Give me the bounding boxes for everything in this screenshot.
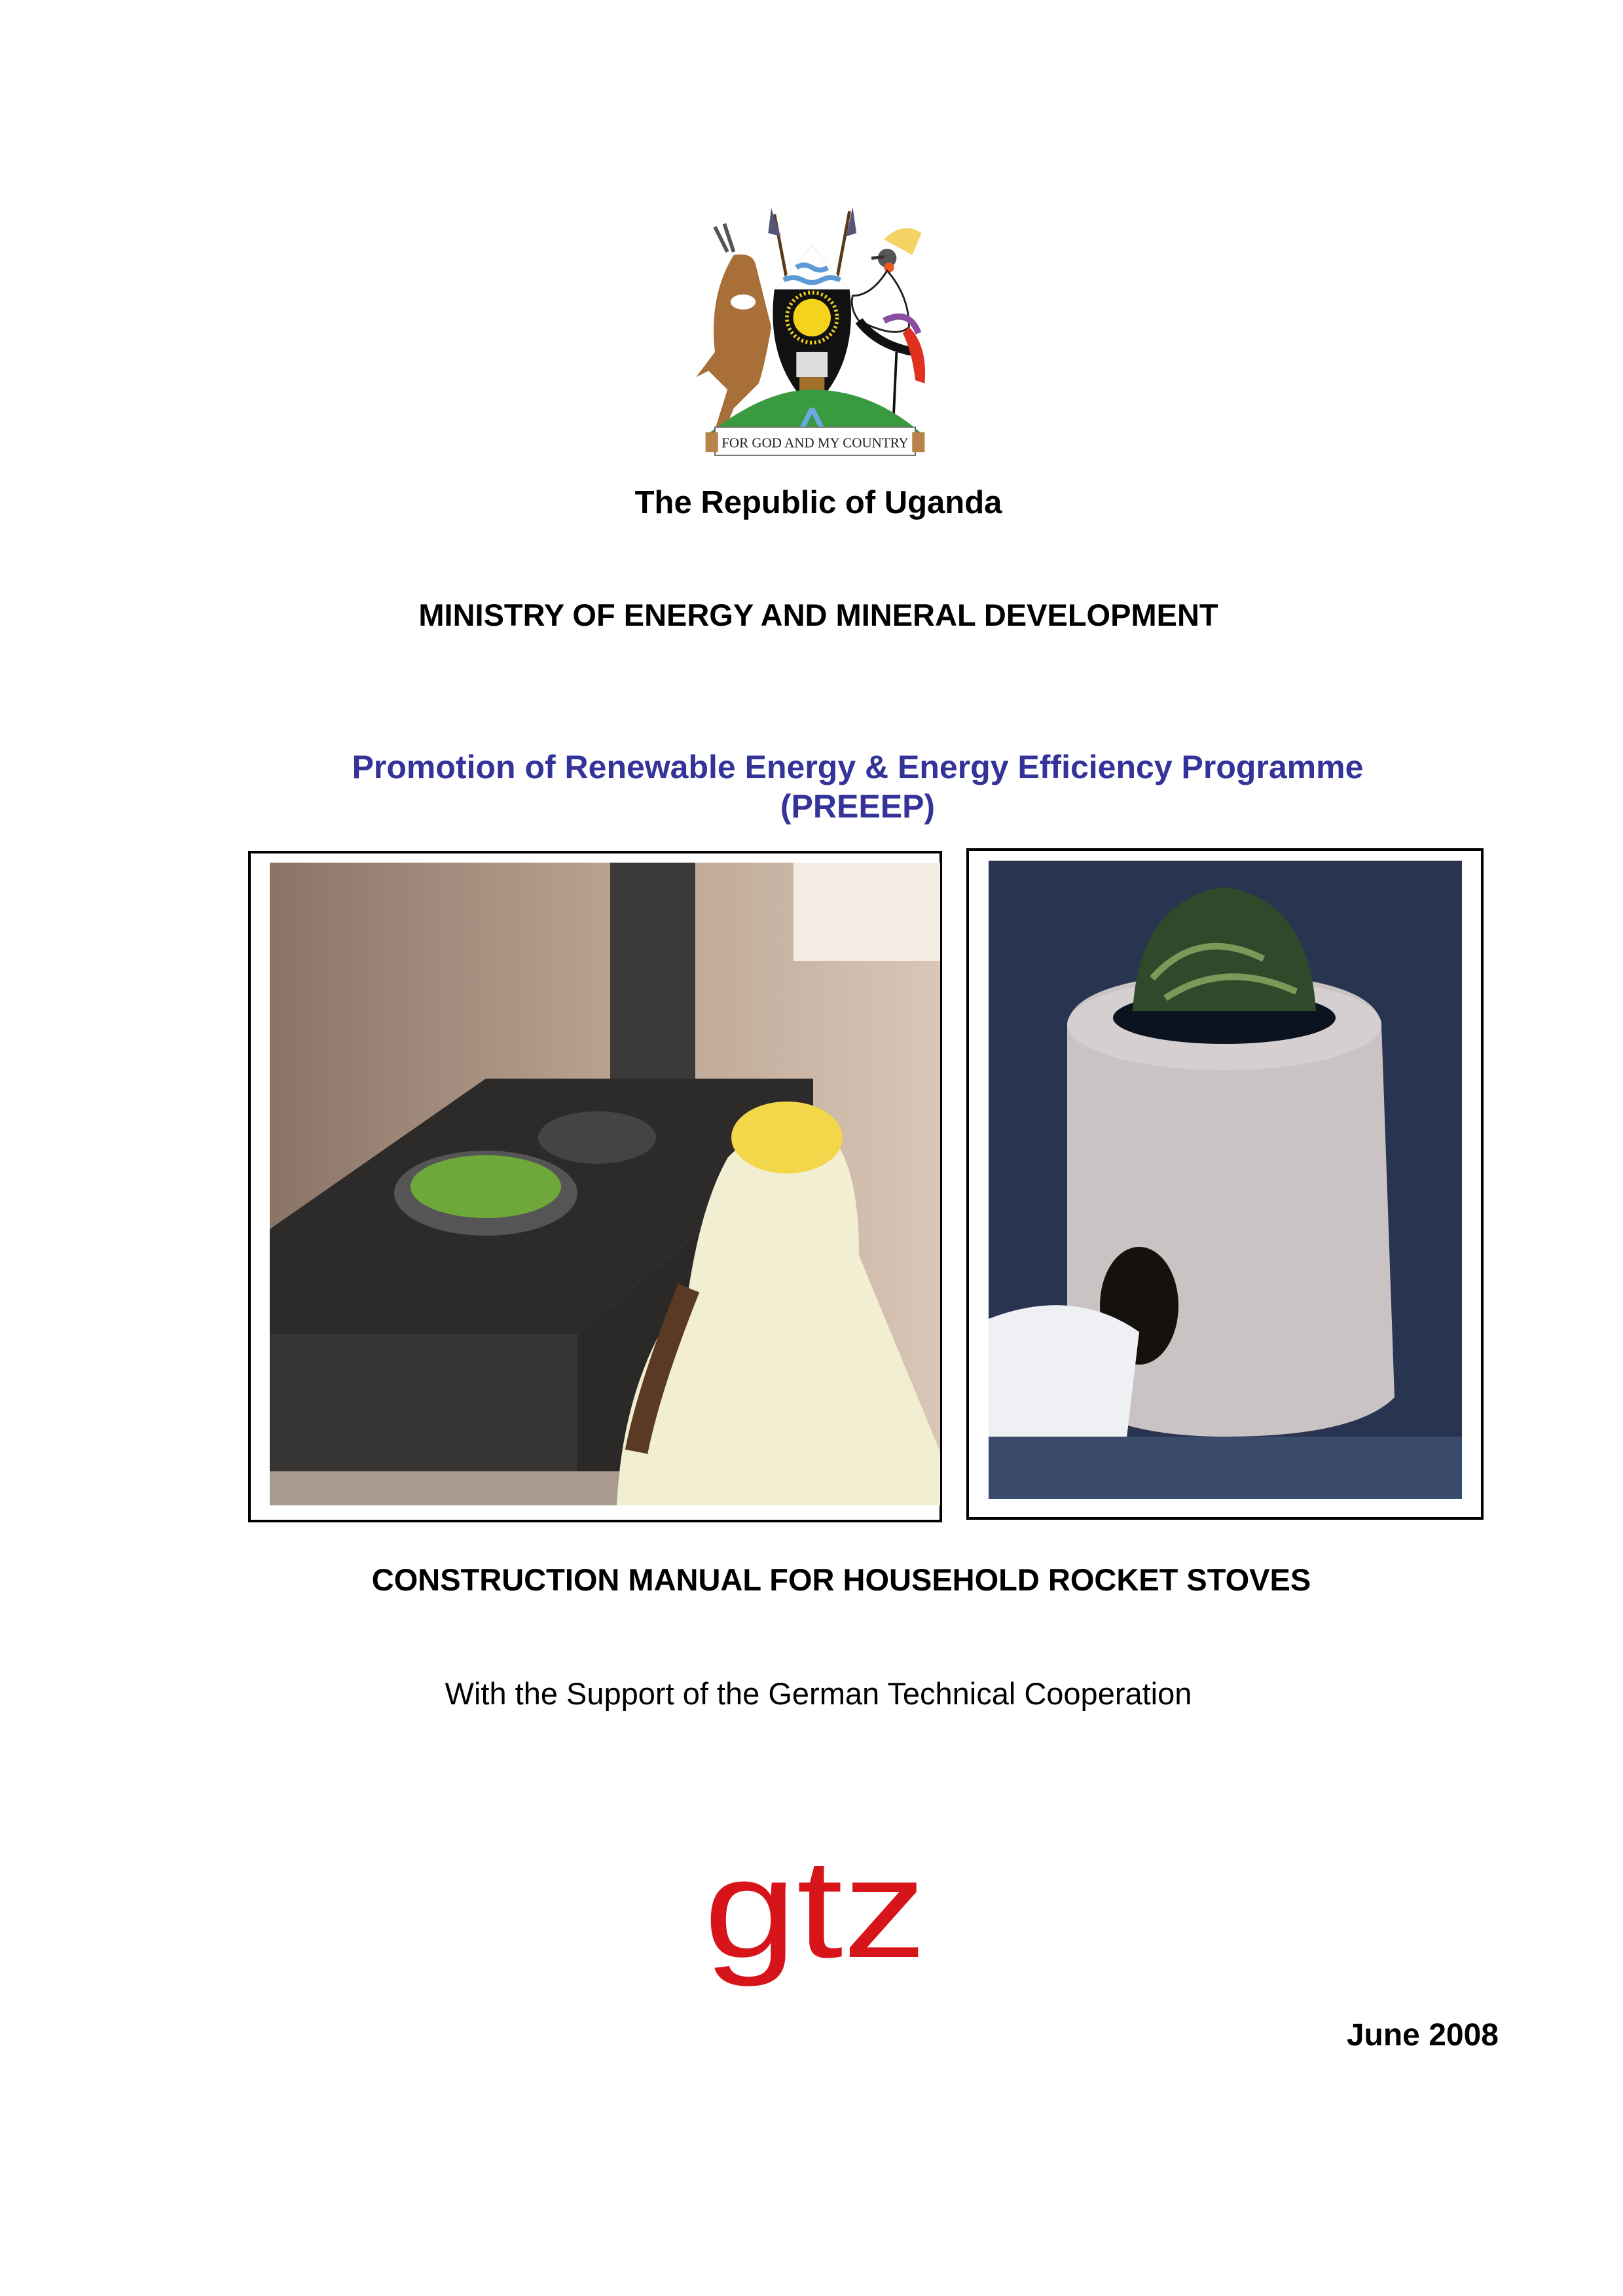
republic-name: The Republic of Uganda xyxy=(634,485,1002,520)
programme-name xyxy=(314,747,1401,826)
photo-rocket-stove xyxy=(989,861,1462,1499)
uganda-coat-of-arms xyxy=(671,199,959,474)
manual-title: CONSTRUCTION MANUAL FOR HOUSEHOLD ROCKET STOVES xyxy=(371,1562,1311,1597)
gtz-logo-text: gtz xyxy=(704,1852,926,1987)
photo-stove-with-chimney xyxy=(270,863,940,1505)
programme-acronym: (PREEEP) xyxy=(780,788,936,825)
support-statement: With the Support of the German Technical Cooperation xyxy=(445,1676,1192,1711)
ministry-name: MINISTRY OF ENERGY AND MINERAL DEVELOPMENT xyxy=(418,598,1218,632)
programme-title: Promotion of Renewable Energy & Energy Efficiency Programme xyxy=(352,749,1364,785)
gtz-logo xyxy=(704,1852,930,2009)
publication-date: June 2008 xyxy=(1346,2018,1499,2053)
crest-motto: FOR GOD AND MY COUNTRY xyxy=(721,435,909,451)
